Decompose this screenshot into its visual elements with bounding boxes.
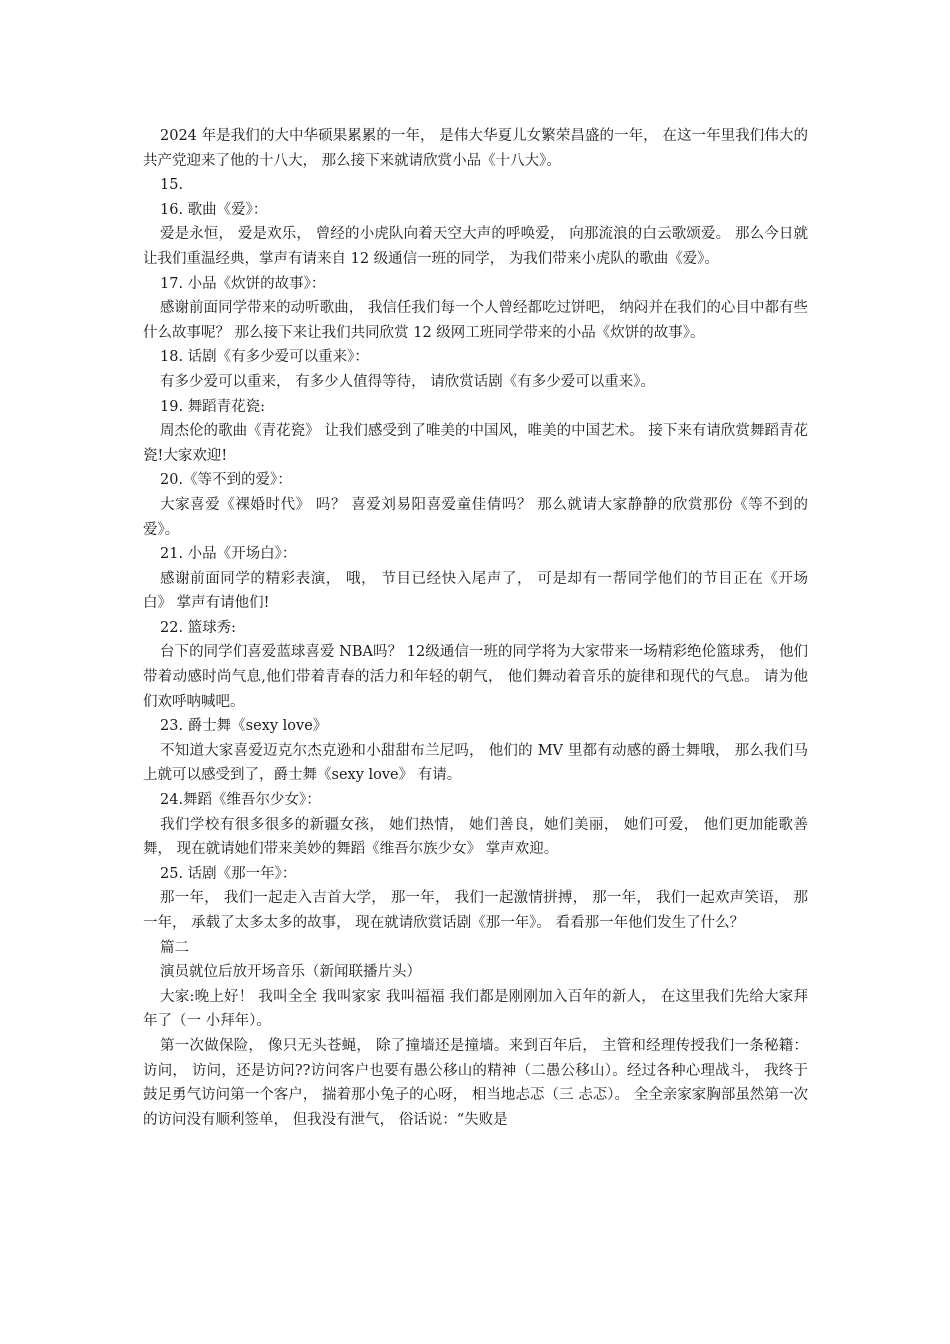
section-2-paragraph-2: 第一次做保险， 像只无头苍蝇， 除了撞墙还是撞墙。来到百年后， 主管和经理传授我们一条秘籍： 访问， 访问，还是访问??访问客户也要有愚公移山的精神（二愚公移山）。经过各种心理战斗， 我终于鼓足勇气访问第一个客户， 揣着那小兔子的心呀， 相当地忐忑（三 忐忑）。 全全亲家家胸部虽然第一次的访问没有顺利签单， 但我没有泄气， 俗话说：“失败是 — [143, 1037, 808, 1128]
section-2-heading: 篇二 — [160, 939, 189, 956]
item-16-heading: 16. 歌曲《爱》： — [160, 201, 268, 218]
section-2-paragraph-1: 大家:晚上好！ 我叫全全 我叫家家 我叫福福 我们都是刚刚加入百年的新人， 在这里我们先给大家拜年了（一 小拜年）。 — [143, 988, 808, 1030]
item-17-paragraph: 感谢前面同学带来的动听歌曲， 我信任我们每一个人曾经都吃过饼吧， 纳闷并在我们的心目中都有些什么故事呢？ 那么接下来让我们共同欣赏 12 级网工班同学带来的小品《炊饼的故事》。 — [143, 300, 808, 341]
item-19-heading: 19. 舞蹈青花瓷: — [160, 398, 266, 415]
item-25-paragraph: 那一年， 我们一起走入吉首大学， 那一年， 我们一起激情拼搏， 那一年， 我们一起欢声笑语， 那一年， 承载了太多太多的故事， 现在就请欣赏话剧《那一年》。 看看那一年他们发生了什么？ — [143, 890, 808, 931]
item-23-heading: 23. 爵士舞《sexy love》 — [160, 718, 328, 735]
item-20-paragraph: 大家喜爱《裸婚时代》 吗？ 喜爱刘易阳喜爱童佳倩吗？ 那么就请大家静静的欣赏那份《等不到的爱》。 — [143, 496, 808, 538]
item-20-heading: 20.《等不到的爱》： — [160, 472, 292, 489]
item-24-paragraph: 我们学校有很多很多的新疆女孩， 她们热情， 她们善良，她们美丽， 她们可爱， 他们更加能歌善舞， 现在就请她们带来美妙的舞蹈《维吾尔族少女》 掌声欢迎。 — [143, 816, 808, 858]
item-17-heading: 17. 小品《炊饼的故事》： — [160, 275, 326, 292]
paragraph-intro: 2024 年是我们的大中华硕果累累的一年， 是伟大华夏儿女繁荣昌盛的一年， 在这一年里我们伟大的共产党迎来了他的十八大， 那么接下来就请欣赏小品《十八大》。 — [143, 128, 808, 169]
item-16-paragraph: 爱是永恒， 爱是欢乐， 曾经的小虎队向着天空大声的呼唤爱， 向那流浪的白云歌颂爱。 那么今日就让我们重温经典，掌声有请来自 12 级通信一班的同学， 为我们带来小虎队的歌曲《爱》。 — [143, 226, 808, 267]
item-15-heading: 15. — [160, 177, 184, 194]
section-2-stage-note: 演员就位后放开场音乐（新闻联播片头） — [160, 964, 421, 981]
item-21-heading: 21. 小品《开场白》： — [160, 546, 297, 563]
item-18-paragraph: 有多少爱可以重来， 有多少人值得等待， 请欣赏话剧《有多少爱可以重来》。 — [160, 373, 655, 390]
item-24-heading: 24.舞蹈《维吾尔少女》： — [160, 792, 321, 809]
item-22-heading: 22. 篮球秀: — [160, 619, 237, 636]
item-23-paragraph: 不知道大家喜爱迈克尔杰克逊和小甜甜布兰尼吗， 他们的 MV 里都有动感的爵士舞哦， 那么我们马上就可以感受到了，爵士舞《sexy love》 有请。 — [143, 742, 808, 784]
document-page — [143, 124, 808, 1132]
item-25-heading: 25. 话剧《那一年》： — [160, 865, 297, 882]
item-22-paragraph: 台下的同学们喜爱蓝球喜爱 NBA吗？ 12级通信一班的同学将为大家带来一场精彩绝伦篮球秀， 他们带着动感时尚气息,他们带着青春的活力和年轻的朝气， 他们舞动着音乐的旋律和现代的气息。 请为他们欢呼呐喊吧。 — [143, 644, 808, 710]
item-18-heading: 18. 话剧《有多少爱可以重来》： — [160, 349, 369, 366]
item-21-paragraph: 感谢前面同学的精彩表演， 哦， 节目已经快入尾声了， 可是却有一帮同学他们的节目正在《开场白》 掌声有请他们! — [143, 570, 808, 612]
item-19-paragraph: 周杰伦的歌曲《青花瓷》 让我们感受到了唯美的中国风，唯美的中国艺术。 接下来有请欣赏舞蹈青花瓷!大家欢迎! — [143, 423, 808, 464]
